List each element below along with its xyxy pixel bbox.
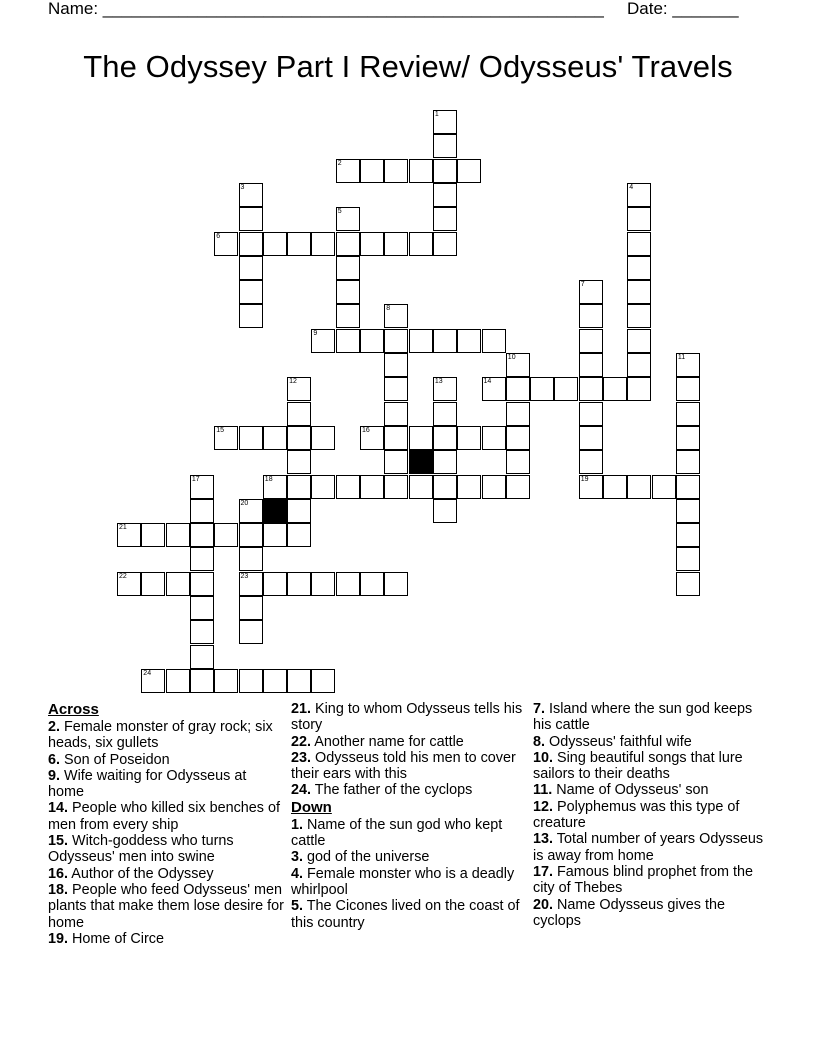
grid-cell[interactable]: [409, 426, 433, 450]
grid-cell[interactable]: [311, 426, 335, 450]
clue-number: 4.: [291, 865, 304, 882]
clue-number: 12.: [533, 798, 554, 815]
grid-cell[interactable]: [190, 475, 214, 499]
grid-cell[interactable]: [239, 620, 263, 644]
grid-cell[interactable]: [263, 523, 287, 547]
clue-number: 20.: [533, 896, 554, 913]
grid-cell[interactable]: [336, 256, 360, 280]
clue-number: 19.: [48, 930, 69, 947]
across-clue: [291, 734, 527, 750]
grid-number: 10: [507, 354, 516, 361]
grid-cell[interactable]: [239, 280, 263, 304]
clue-number: 21.: [291, 701, 312, 717]
grid-cell[interactable]: [433, 499, 457, 523]
across-clue: [48, 752, 286, 768]
grid-cell[interactable]: [384, 159, 408, 183]
grid-cell[interactable]: [482, 475, 506, 499]
grid-cell[interactable]: [433, 183, 457, 207]
grid-cell[interactable]: [287, 402, 311, 426]
grid-cell[interactable]: [676, 547, 700, 571]
grid-cell[interactable]: [287, 499, 311, 523]
across-clue: [291, 782, 527, 798]
grid-cell[interactable]: [384, 402, 408, 426]
grid-number: 23: [240, 572, 249, 580]
clue-text: Odysseus' faithful wife: [545, 733, 692, 750]
grid-number: 1: [434, 111, 439, 118]
grid-cell[interactable]: [409, 329, 433, 353]
grid-cell[interactable]: [579, 450, 603, 474]
across-clue: [291, 701, 527, 734]
grid-cell[interactable]: [190, 572, 214, 596]
grid-cell[interactable]: [311, 669, 335, 693]
grid-cell[interactable]: [336, 159, 360, 183]
grid-cell[interactable]: [409, 475, 433, 499]
grid-cell[interactable]: [676, 523, 700, 547]
grid-cell[interactable]: [433, 110, 457, 134]
grid-cell[interactable]: [263, 475, 287, 499]
grid-cell[interactable]: [579, 280, 603, 304]
grid-cell[interactable]: [336, 232, 360, 256]
grid-number: 15: [216, 426, 224, 434]
grid-number: 22: [119, 572, 127, 580]
clue-text: Odysseus told his men to cover their ears with this: [291, 749, 516, 783]
grid-cell[interactable]: [457, 426, 481, 450]
clue-number: 18.: [48, 881, 69, 898]
grid-cell[interactable]: [530, 377, 554, 401]
clue-text: Total number of years Odysseus is away from home: [533, 831, 764, 864]
grid-cell[interactable]: [287, 232, 311, 256]
grid-number: 3: [240, 183, 245, 191]
down-clue: [533, 897, 773, 930]
grid-cell[interactable]: [141, 572, 165, 596]
grid-number: 11: [677, 354, 686, 361]
grid-cell[interactable]: [579, 353, 603, 377]
across-clue: [48, 882, 286, 931]
clues-column-3: [533, 701, 773, 929]
grid-cell[interactable]: [627, 256, 651, 280]
grid-cell[interactable]: [579, 402, 603, 426]
grid-cell[interactable]: [263, 669, 287, 693]
grid-cell[interactable]: [190, 596, 214, 620]
grid-cell[interactable]: [311, 232, 335, 256]
grid-cell[interactable]: [384, 475, 408, 499]
grid-cell[interactable]: [360, 572, 384, 596]
grid-cell[interactable]: [676, 572, 700, 596]
down-clue: [533, 701, 773, 734]
grid-cell[interactable]: [239, 426, 263, 450]
grid-cell[interactable]: [384, 377, 408, 401]
grid-cell[interactable]: [214, 426, 238, 450]
name-field-label[interactable]: Name: _____________________________________________________: [48, 0, 604, 18]
grid-cell[interactable]: [384, 304, 408, 328]
down-clue: [291, 898, 527, 931]
clue-text: People who feed Odysseus' men plants that make them lose desire for home: [48, 881, 284, 931]
clue-number: 23.: [291, 749, 312, 766]
clue-text: Witch-goddess who turns Odysseus' men into swine: [48, 833, 234, 866]
clue-text: Polyphemus was this type of creature: [533, 798, 740, 832]
clue-number: 11.: [533, 782, 553, 799]
grid-cell[interactable]: [676, 353, 700, 377]
clue-text: King to whom Odysseus tells his story: [291, 701, 523, 734]
grid-cell[interactable]: [214, 669, 238, 693]
grid-cell[interactable]: [263, 572, 287, 596]
grid-cell[interactable]: [287, 450, 311, 474]
grid-cell[interactable]: [239, 547, 263, 571]
grid-cell[interactable]: [627, 329, 651, 353]
grid-cell[interactable]: [239, 232, 263, 256]
grid-cell[interactable]: [239, 183, 263, 207]
grid-cell[interactable]: [336, 572, 360, 596]
grid-cell[interactable]: [141, 669, 165, 693]
grid-cell[interactable]: [506, 426, 530, 450]
clue-text: Son of Poseidon: [60, 751, 170, 768]
grid-cell[interactable]: [627, 353, 651, 377]
down-clue: [533, 799, 773, 832]
grid-cell[interactable]: [506, 475, 530, 499]
grid-cell[interactable]: [433, 329, 457, 353]
grid-cell[interactable]: [287, 572, 311, 596]
grid-cell[interactable]: [627, 207, 651, 231]
grid-cell[interactable]: [433, 402, 457, 426]
grid-cell[interactable]: [336, 304, 360, 328]
down-clue: [533, 782, 773, 798]
clue-text: Famous blind prophet from the city of Thebes: [533, 863, 753, 897]
grid-cell[interactable]: [579, 475, 603, 499]
clue-number: 9.: [48, 767, 61, 784]
grid-cell[interactable]: [579, 329, 603, 353]
grid-cell[interactable]: [579, 426, 603, 450]
across-clue: [48, 866, 286, 882]
grid-cell[interactable]: [214, 232, 238, 256]
grid-number: 17: [191, 475, 200, 483]
grid-cell[interactable]: [336, 329, 360, 353]
grid-cell[interactable]: [190, 669, 214, 693]
clue-number: 10.: [533, 749, 554, 766]
grid-cell[interactable]: [676, 499, 700, 523]
grid-cell[interactable]: [239, 499, 263, 523]
grid-cell[interactable]: [287, 475, 311, 499]
grid-cell[interactable]: [336, 475, 360, 499]
clue-text: Wife waiting for Odysseus at home: [48, 767, 247, 801]
across-clue: [48, 768, 286, 801]
grid-cell[interactable]: [336, 207, 360, 231]
grid-number: 19: [580, 475, 589, 483]
grid-cell[interactable]: [652, 475, 676, 499]
grid-number: 9: [313, 329, 318, 337]
grid-cell[interactable]: [311, 329, 335, 353]
grid-cell[interactable]: [239, 523, 263, 547]
down-clue: [291, 817, 527, 850]
grid-cell[interactable]: [433, 232, 457, 256]
grid-cell[interactable]: [141, 523, 165, 547]
clue-text: The father of the cyclops: [311, 782, 473, 799]
grid-cell[interactable]: [287, 523, 311, 547]
grid-cell[interactable]: [239, 304, 263, 328]
clue-text: Female monster who is a deadly whirlpool: [291, 865, 515, 898]
grid-cell[interactable]: [384, 572, 408, 596]
clue-text: Sing beautiful songs that lure sailors to their deaths: [533, 749, 743, 783]
clue-number: 15.: [48, 833, 69, 850]
grid-cell[interactable]: [384, 353, 408, 377]
grid-cell[interactable]: [676, 402, 700, 426]
grid-cell[interactable]: [676, 475, 700, 499]
grid-cell[interactable]: [409, 232, 433, 256]
grid-cell[interactable]: [627, 183, 651, 207]
across-clue: [48, 719, 286, 752]
grid-cell[interactable]: [409, 159, 433, 183]
clue-text: god of the universe: [303, 849, 430, 866]
grid-cell[interactable]: [384, 426, 408, 450]
grid-cell[interactable]: [239, 669, 263, 693]
page-title: The Odyssey Part I Review/ Odysseus' Travels: [83, 49, 733, 84]
across-heading: Across: [48, 701, 99, 718]
clue-text: Female monster of gray rock; six heads, six gullets: [48, 719, 273, 752]
grid-number: 20: [240, 499, 249, 507]
clue-text: Name Odysseus gives the cyclops: [533, 896, 725, 929]
grid-cell[interactable]: [482, 377, 506, 401]
down-heading: Down: [291, 798, 332, 816]
grid-cell[interactable]: [627, 377, 651, 401]
grid-cell[interactable]: [482, 426, 506, 450]
clue-number: 1.: [291, 816, 304, 833]
clue-text: Name of the sun god who kept cattle: [291, 816, 503, 850]
clue-number: 22.: [291, 733, 312, 750]
grid-cell[interactable]: [482, 329, 506, 353]
grid-number: 4: [629, 183, 634, 191]
across-clue: [48, 931, 286, 947]
clue-number: 6.: [48, 751, 61, 768]
grid-cell[interactable]: [627, 475, 651, 499]
grid-cell[interactable]: [384, 232, 408, 256]
grid-number: 2: [337, 159, 342, 167]
across-clue: [291, 750, 527, 783]
clues-column-2: [291, 701, 527, 931]
grid-cell[interactable]: [214, 523, 238, 547]
grid-number: 7: [580, 281, 585, 289]
grid-cell[interactable]: [263, 426, 287, 450]
grid-number: 13: [434, 378, 443, 386]
grid-cell[interactable]: [433, 159, 457, 183]
grid-cell[interactable]: [239, 256, 263, 280]
grid-cell[interactable]: [603, 377, 627, 401]
clue-number: 14.: [48, 800, 69, 817]
grid-cell[interactable]: [554, 377, 578, 401]
grid-number: 21: [119, 524, 127, 532]
grid-cell[interactable]: [311, 475, 335, 499]
clues-column-1: [48, 701, 286, 947]
grid-cell[interactable]: [433, 450, 457, 474]
grid-cell[interactable]: [627, 304, 651, 328]
grid-cell[interactable]: [360, 426, 384, 450]
grid-cell[interactable]: [579, 304, 603, 328]
grid-cell[interactable]: [336, 280, 360, 304]
grid-cell[interactable]: [311, 572, 335, 596]
grid-cell[interactable]: [433, 207, 457, 231]
grid-cell[interactable]: [166, 669, 190, 693]
across-clue: [48, 833, 286, 866]
grid-cell[interactable]: [579, 377, 603, 401]
grid-number: 24: [143, 669, 152, 677]
grid-cell[interactable]: [457, 475, 481, 499]
grid-cell[interactable]: [190, 523, 214, 547]
black-square: [263, 499, 287, 523]
grid-cell[interactable]: [263, 232, 287, 256]
grid-number: 5: [337, 208, 342, 216]
grid-cell[interactable]: [627, 232, 651, 256]
grid-cell[interactable]: [117, 523, 141, 547]
grid-cell[interactable]: [239, 572, 263, 596]
grid-cell[interactable]: [360, 329, 384, 353]
grid-cell[interactable]: [384, 329, 408, 353]
grid-cell[interactable]: [190, 645, 214, 669]
down-clue: [291, 866, 527, 899]
down-clue: [533, 734, 773, 750]
clue-text: Name of Odysseus' son: [552, 782, 709, 799]
grid-cell[interactable]: [433, 134, 457, 158]
grid-number: 6: [216, 232, 221, 240]
grid-cell[interactable]: [676, 426, 700, 450]
black-square: [409, 450, 433, 474]
grid-cell[interactable]: [676, 377, 700, 401]
grid-number: 8: [386, 305, 391, 313]
grid-number: 16: [362, 426, 370, 434]
down-clue: [533, 750, 773, 783]
clue-number: 3.: [291, 849, 304, 866]
grid-cell[interactable]: [506, 353, 530, 377]
down-clue: [533, 864, 773, 897]
grid-cell[interactable]: [287, 377, 311, 401]
grid-cell[interactable]: [239, 207, 263, 231]
grid-cell[interactable]: [627, 280, 651, 304]
clue-text: Another name for cattle: [311, 733, 464, 750]
grid-cell[interactable]: [676, 450, 700, 474]
clue-number: 24.: [291, 782, 312, 799]
clue-text: The Cicones lived on the coast of this country: [291, 898, 520, 931]
across-clue: [48, 800, 286, 833]
grid-cell[interactable]: [190, 499, 214, 523]
grid-number: 14: [483, 378, 492, 386]
clue-text: Island where the sun god keeps his cattle: [533, 701, 753, 734]
date-field-label[interactable]: Date: _______: [627, 0, 739, 18]
grid-cell[interactable]: [433, 377, 457, 401]
grid-cell[interactable]: [506, 450, 530, 474]
down-clue: [291, 849, 527, 865]
clue-number: 7.: [533, 701, 546, 717]
grid-cell[interactable]: [506, 402, 530, 426]
down-clue: [533, 831, 773, 864]
grid-cell[interactable]: [457, 159, 481, 183]
grid-number: 12: [289, 378, 297, 386]
grid-cell[interactable]: [384, 450, 408, 474]
grid-cell[interactable]: [433, 475, 457, 499]
grid-cell[interactable]: [190, 620, 214, 644]
grid-cell[interactable]: [166, 572, 190, 596]
grid-cell[interactable]: [360, 159, 384, 183]
grid-cell[interactable]: [287, 669, 311, 693]
clue-number: 17.: [533, 863, 554, 880]
grid-cell[interactable]: [287, 426, 311, 450]
grid-cell[interactable]: [360, 232, 384, 256]
grid-cell[interactable]: [603, 475, 627, 499]
clue-number: 8.: [533, 733, 546, 750]
grid-cell[interactable]: [117, 572, 141, 596]
grid-cell[interactable]: [433, 426, 457, 450]
clue-text: Home of Circe: [68, 930, 164, 947]
clue-text: Author of the Odyssey: [68, 865, 214, 882]
clue-number: 16.: [48, 865, 69, 882]
grid-number: 18: [264, 475, 273, 483]
grid-cell[interactable]: [166, 523, 190, 547]
clue-number: 13.: [533, 831, 554, 848]
grid-cell[interactable]: [360, 475, 384, 499]
grid-cell[interactable]: [239, 596, 263, 620]
grid-cell[interactable]: [506, 377, 530, 401]
clue-number: 5.: [291, 898, 304, 915]
grid-cell[interactable]: [457, 329, 481, 353]
clue-text: People who killed six benches of men from every ship: [48, 800, 281, 833]
clue-number: 2.: [48, 719, 61, 735]
grid-cell[interactable]: [190, 547, 214, 571]
